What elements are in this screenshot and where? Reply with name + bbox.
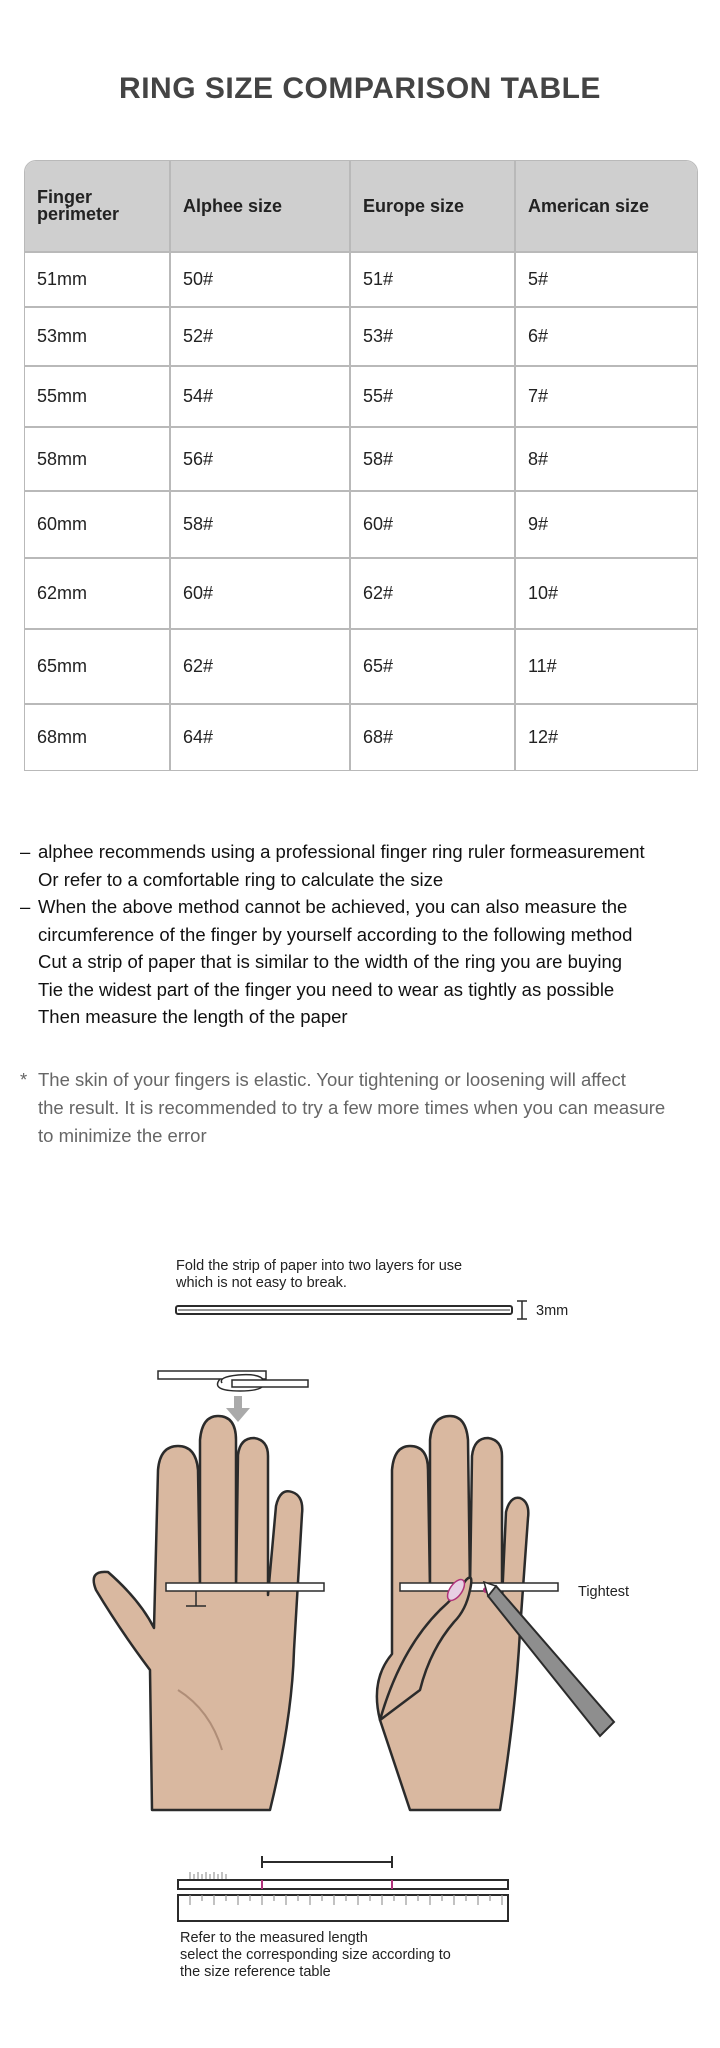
- measurement-illustration: [0, 1250, 720, 2010]
- refer-caption-line: Refer to the measured length: [180, 1930, 368, 1946]
- cell-perimeter: 68mm: [25, 703, 171, 770]
- cell-american: 9#: [516, 490, 697, 557]
- fold-caption-line: Fold the strip of paper into two layers for use: [176, 1258, 463, 1274]
- page-title: RING SIZE COMPARISON TABLE: [119, 72, 601, 105]
- cell-american: 5#: [516, 251, 697, 306]
- cell-europe: 68#: [351, 703, 516, 770]
- bullet-dash: –: [20, 896, 31, 917]
- cell-american: 8#: [516, 426, 697, 490]
- note-line: circumference of the finger by yourself according to the following method: [38, 923, 633, 945]
- cell-american: 6#: [516, 306, 697, 365]
- cell-alphee: 60#: [171, 557, 351, 628]
- tightest-label: Tightest: [578, 1584, 630, 1600]
- table-row: [25, 490, 697, 557]
- note-line: Or refer to a comfortable ring to calculate the size: [38, 868, 444, 890]
- right-hand-icon: [377, 1416, 614, 1810]
- ring-size-table: [24, 160, 696, 771]
- paper-strip-icon: [176, 1301, 527, 1319]
- bullet-dash: –: [20, 841, 31, 862]
- note-item: [20, 838, 710, 893]
- cell-perimeter: 53mm: [25, 306, 171, 365]
- cell-alphee: 62#: [171, 628, 351, 703]
- cell-europe: 62#: [351, 557, 516, 628]
- table-row: [25, 306, 697, 365]
- cell-alphee: 64#: [171, 703, 351, 770]
- cell-perimeter: 51mm: [25, 251, 171, 306]
- cell-europe: 65#: [351, 628, 516, 703]
- table-row: [25, 251, 697, 306]
- thickness-label: 3mm: [536, 1303, 569, 1319]
- cell-europe: 58#: [351, 426, 516, 490]
- header-finger-perimeter: Finger perimeter: [25, 161, 171, 251]
- footnote: [20, 1066, 710, 1150]
- cell-europe: 55#: [351, 365, 516, 426]
- left-hand-icon: [94, 1416, 324, 1810]
- footnote-line: the result. It is recommended to try a few more times when you can measure: [38, 1097, 666, 1118]
- ruler-icon: [178, 1856, 508, 1921]
- cell-perimeter: 65mm: [25, 628, 171, 703]
- cell-american: 11#: [516, 628, 697, 703]
- down-arrow-icon: [226, 1396, 250, 1422]
- note-line: Tie the widest part of the finger you need to wear as tightly as possible: [38, 978, 615, 1000]
- table-row: [25, 557, 697, 628]
- fold-caption-line: which is not easy to break.: [176, 1275, 347, 1291]
- refer-caption-line: the size reference table: [180, 1964, 331, 1980]
- cell-perimeter: 55mm: [25, 365, 171, 426]
- curled-strip-icon: [158, 1371, 308, 1391]
- cell-europe: 51#: [351, 251, 516, 306]
- refer-caption-line: select the corresponding size according to: [180, 1947, 451, 1963]
- cell-europe: 60#: [351, 490, 516, 557]
- asterisk-mark: *: [20, 1069, 28, 1090]
- cell-alphee: 56#: [171, 426, 351, 490]
- note-item: [20, 893, 710, 1031]
- footnote-line: to minimize the error: [38, 1125, 207, 1146]
- cell-perimeter: 62mm: [25, 557, 171, 628]
- note-line: Then measure the length of the paper: [38, 1006, 348, 1027]
- cell-alphee: 52#: [171, 306, 351, 365]
- cell-perimeter: 58mm: [25, 426, 171, 490]
- table-row: [25, 426, 697, 490]
- table-header-row: [25, 161, 697, 251]
- footnote-line: The skin of your fingers is elastic. Your tightening or loosening will affect: [38, 1069, 626, 1090]
- cell-alphee: 50#: [171, 251, 351, 306]
- header-american-size: American size: [516, 161, 697, 251]
- cell-alphee: 58#: [171, 490, 351, 557]
- header-alphee-size: Alphee size: [171, 161, 351, 251]
- cell-europe: 53#: [351, 306, 516, 365]
- table-row: [25, 365, 697, 426]
- cell-american: 7#: [516, 365, 697, 426]
- table-row: [25, 628, 697, 703]
- note-line: Cut a strip of paper that is similar to the width of the ring you are buying: [38, 951, 623, 972]
- cell-perimeter: 60mm: [25, 490, 171, 557]
- note-line: When the above method cannot be achieved, you can also measure the: [38, 896, 628, 917]
- cell-american: 12#: [516, 703, 697, 770]
- cell-alphee: 54#: [171, 365, 351, 426]
- header-europe-size: Europe size: [351, 161, 516, 251]
- illustration-drawing: [0, 1250, 720, 2010]
- measurement-notes: [20, 838, 710, 1031]
- cell-american: 10#: [516, 557, 697, 628]
- table-row: [25, 703, 697, 770]
- note-line: alphee recommends using a professional finger ring ruler formeasurement: [38, 841, 645, 862]
